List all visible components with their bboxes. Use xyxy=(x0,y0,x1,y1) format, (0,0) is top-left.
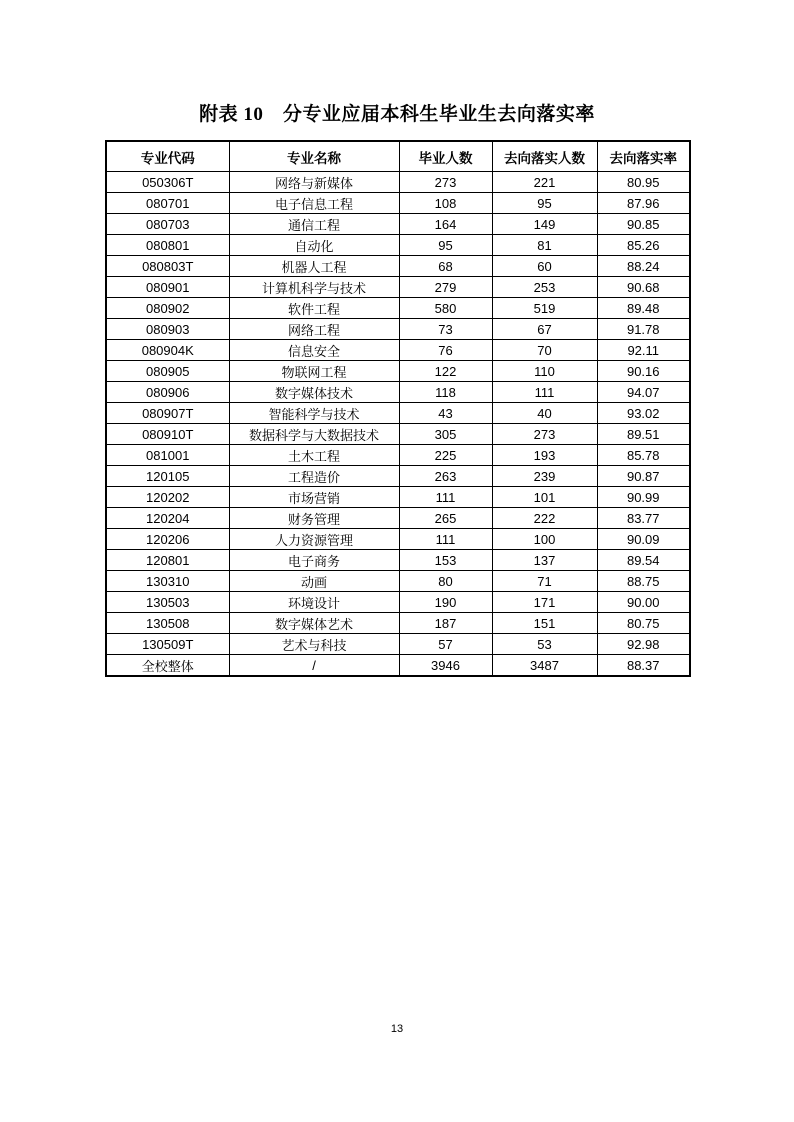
cell-placement-rate: 85.78 xyxy=(597,445,690,466)
table-row xyxy=(106,613,690,634)
cell-placement-rate: 90.87 xyxy=(597,466,690,487)
cell-placement-rate: 90.09 xyxy=(597,529,690,550)
cell-major-code: 120204 xyxy=(106,508,229,529)
cell-major-name: 物联网工程 xyxy=(229,361,399,382)
cell-placed-count: 519 xyxy=(492,298,597,319)
cell-major-name: 计算机科学与技术 xyxy=(229,277,399,298)
cell-placed-count: 67 xyxy=(492,319,597,340)
cell-major-code: 080901 xyxy=(106,277,229,298)
cell-major-name: 艺术与科技 xyxy=(229,634,399,655)
cell-graduate-count: 111 xyxy=(399,529,492,550)
cell-placed-count: 137 xyxy=(492,550,597,571)
cell-placed-count: 40 xyxy=(492,403,597,424)
cell-major-code: 130508 xyxy=(106,613,229,634)
table-row xyxy=(106,382,690,403)
cell-graduate-count: 225 xyxy=(399,445,492,466)
cell-placement-rate: 88.37 xyxy=(597,655,690,677)
table-row xyxy=(106,319,690,340)
cell-major-code: 120105 xyxy=(106,466,229,487)
cell-placed-count: 100 xyxy=(492,529,597,550)
cell-major-name: 网络工程 xyxy=(229,319,399,340)
table-row xyxy=(106,592,690,613)
cell-placement-rate: 93.02 xyxy=(597,403,690,424)
cell-placement-rate: 80.95 xyxy=(597,172,690,193)
cell-graduate-count: 43 xyxy=(399,403,492,424)
cell-placement-rate: 89.48 xyxy=(597,298,690,319)
cell-graduate-count: 263 xyxy=(399,466,492,487)
table-row xyxy=(106,508,690,529)
cell-placed-count: 101 xyxy=(492,487,597,508)
header-graduate-count: 毕业人数 xyxy=(399,141,492,172)
cell-major-code: 050306T xyxy=(106,172,229,193)
cell-placement-rate: 90.85 xyxy=(597,214,690,235)
cell-placement-rate: 92.98 xyxy=(597,634,690,655)
cell-graduate-count: 111 xyxy=(399,487,492,508)
table-row xyxy=(106,571,690,592)
cell-graduate-count: 122 xyxy=(399,361,492,382)
cell-major-code: 130503 xyxy=(106,592,229,613)
cell-placement-rate: 83.77 xyxy=(597,508,690,529)
table-row xyxy=(106,403,690,424)
cell-placed-count: 222 xyxy=(492,508,597,529)
table-row xyxy=(106,277,690,298)
cell-graduate-count: 153 xyxy=(399,550,492,571)
cell-placement-rate: 90.00 xyxy=(597,592,690,613)
cell-major-name: 人力资源管理 xyxy=(229,529,399,550)
cell-graduate-count: 190 xyxy=(399,592,492,613)
cell-placement-rate: 90.68 xyxy=(597,277,690,298)
cell-placement-rate: 85.26 xyxy=(597,235,690,256)
cell-major-name: 环境设计 xyxy=(229,592,399,613)
cell-major-code: 080905 xyxy=(106,361,229,382)
cell-graduate-count: 164 xyxy=(399,214,492,235)
cell-graduate-count: 73 xyxy=(399,319,492,340)
cell-major-name: 财务管理 xyxy=(229,508,399,529)
table-header xyxy=(106,141,690,172)
cell-placed-count: 171 xyxy=(492,592,597,613)
cell-major-code: 080902 xyxy=(106,298,229,319)
cell-graduate-count: 80 xyxy=(399,571,492,592)
cell-major-name: 动画 xyxy=(229,571,399,592)
header-major-code: 专业代码 xyxy=(106,141,229,172)
table-row xyxy=(106,361,690,382)
cell-major-code: 081001 xyxy=(106,445,229,466)
cell-major-code: 080906 xyxy=(106,382,229,403)
cell-major-name: 自动化 xyxy=(229,235,399,256)
cell-major-name: 通信工程 xyxy=(229,214,399,235)
cell-placed-count: 111 xyxy=(492,382,597,403)
table-row xyxy=(106,298,690,319)
cell-placed-count: 149 xyxy=(492,214,597,235)
cell-placement-rate: 88.75 xyxy=(597,571,690,592)
cell-major-name: 市场营销 xyxy=(229,487,399,508)
cell-major-name: 工程造价 xyxy=(229,466,399,487)
cell-placement-rate: 88.24 xyxy=(597,256,690,277)
cell-placed-count: 253 xyxy=(492,277,597,298)
cell-placed-count: 95 xyxy=(492,193,597,214)
cell-placement-rate: 89.54 xyxy=(597,550,690,571)
table-row xyxy=(106,340,690,361)
cell-placed-count: 221 xyxy=(492,172,597,193)
cell-placement-rate: 91.78 xyxy=(597,319,690,340)
table-row xyxy=(106,529,690,550)
page-title: 附表 10 分专业应届本科生毕业生去向落实率 xyxy=(199,104,595,125)
cell-major-name: 电子信息工程 xyxy=(229,193,399,214)
cell-placed-count: 110 xyxy=(492,361,597,382)
table-row xyxy=(106,634,690,655)
placement-rate-table xyxy=(105,140,691,677)
cell-graduate-count: 3946 xyxy=(399,655,492,677)
table-row xyxy=(106,466,690,487)
cell-placement-rate: 90.99 xyxy=(597,487,690,508)
cell-placed-count: 273 xyxy=(492,424,597,445)
header-row xyxy=(106,141,690,172)
table-row xyxy=(106,550,690,571)
cell-major-name: 数据科学与大数据技术 xyxy=(229,424,399,445)
table-row xyxy=(106,214,690,235)
cell-graduate-count: 265 xyxy=(399,508,492,529)
cell-graduate-count: 95 xyxy=(399,235,492,256)
cell-graduate-count: 187 xyxy=(399,613,492,634)
cell-graduate-count: 108 xyxy=(399,193,492,214)
cell-placement-rate: 80.75 xyxy=(597,613,690,634)
table-row xyxy=(106,487,690,508)
cell-major-code: 120202 xyxy=(106,487,229,508)
cell-placed-count: 151 xyxy=(492,613,597,634)
cell-major-code: 080904K xyxy=(106,340,229,361)
cell-major-code: 080910T xyxy=(106,424,229,445)
table-row xyxy=(106,235,690,256)
table-row xyxy=(106,256,690,277)
cell-placed-count: 81 xyxy=(492,235,597,256)
cell-major-name: 网络与新媒体 xyxy=(229,172,399,193)
cell-major-code: 080903 xyxy=(106,319,229,340)
cell-major-name: / xyxy=(229,655,399,677)
cell-major-code: 080703 xyxy=(106,214,229,235)
cell-placement-rate: 92.11 xyxy=(597,340,690,361)
cell-major-code: 全校整体 xyxy=(106,655,229,677)
cell-major-code: 080701 xyxy=(106,193,229,214)
header-placed-count: 去向落实人数 xyxy=(492,141,597,172)
cell-graduate-count: 76 xyxy=(399,340,492,361)
cell-graduate-count: 273 xyxy=(399,172,492,193)
cell-major-code: 130509T xyxy=(106,634,229,655)
cell-major-name: 信息安全 xyxy=(229,340,399,361)
header-major-name: 专业名称 xyxy=(229,141,399,172)
cell-major-code: 080907T xyxy=(106,403,229,424)
cell-placement-rate: 87.96 xyxy=(597,193,690,214)
cell-major-name: 数字媒体艺术 xyxy=(229,613,399,634)
cell-placement-rate: 94.07 xyxy=(597,382,690,403)
table-row xyxy=(106,655,690,677)
cell-graduate-count: 57 xyxy=(399,634,492,655)
cell-major-name: 数字媒体技术 xyxy=(229,382,399,403)
cell-graduate-count: 580 xyxy=(399,298,492,319)
cell-placed-count: 193 xyxy=(492,445,597,466)
header-placement-rate: 去向落实率 xyxy=(597,141,690,172)
cell-major-name: 智能科学与技术 xyxy=(229,403,399,424)
cell-major-name: 软件工程 xyxy=(229,298,399,319)
cell-major-name: 机器人工程 xyxy=(229,256,399,277)
page-number: 13 xyxy=(390,1023,404,1035)
cell-graduate-count: 279 xyxy=(399,277,492,298)
table-row xyxy=(106,172,690,193)
cell-graduate-count: 305 xyxy=(399,424,492,445)
cell-placed-count: 53 xyxy=(492,634,597,655)
cell-placed-count: 71 xyxy=(492,571,597,592)
cell-major-code: 120206 xyxy=(106,529,229,550)
cell-major-name: 土木工程 xyxy=(229,445,399,466)
cell-major-code: 130310 xyxy=(106,571,229,592)
table-row xyxy=(106,424,690,445)
cell-placed-count: 70 xyxy=(492,340,597,361)
cell-graduate-count: 118 xyxy=(399,382,492,403)
cell-placed-count: 3487 xyxy=(492,655,597,677)
table-row xyxy=(106,193,690,214)
cell-major-code: 120801 xyxy=(106,550,229,571)
cell-placed-count: 60 xyxy=(492,256,597,277)
cell-placement-rate: 90.16 xyxy=(597,361,690,382)
table-row xyxy=(106,445,690,466)
cell-major-name: 电子商务 xyxy=(229,550,399,571)
cell-major-code: 080803T xyxy=(106,256,229,277)
table-body xyxy=(106,172,690,677)
cell-placement-rate: 89.51 xyxy=(597,424,690,445)
cell-major-code: 080801 xyxy=(106,235,229,256)
cell-placed-count: 239 xyxy=(492,466,597,487)
cell-graduate-count: 68 xyxy=(399,256,492,277)
